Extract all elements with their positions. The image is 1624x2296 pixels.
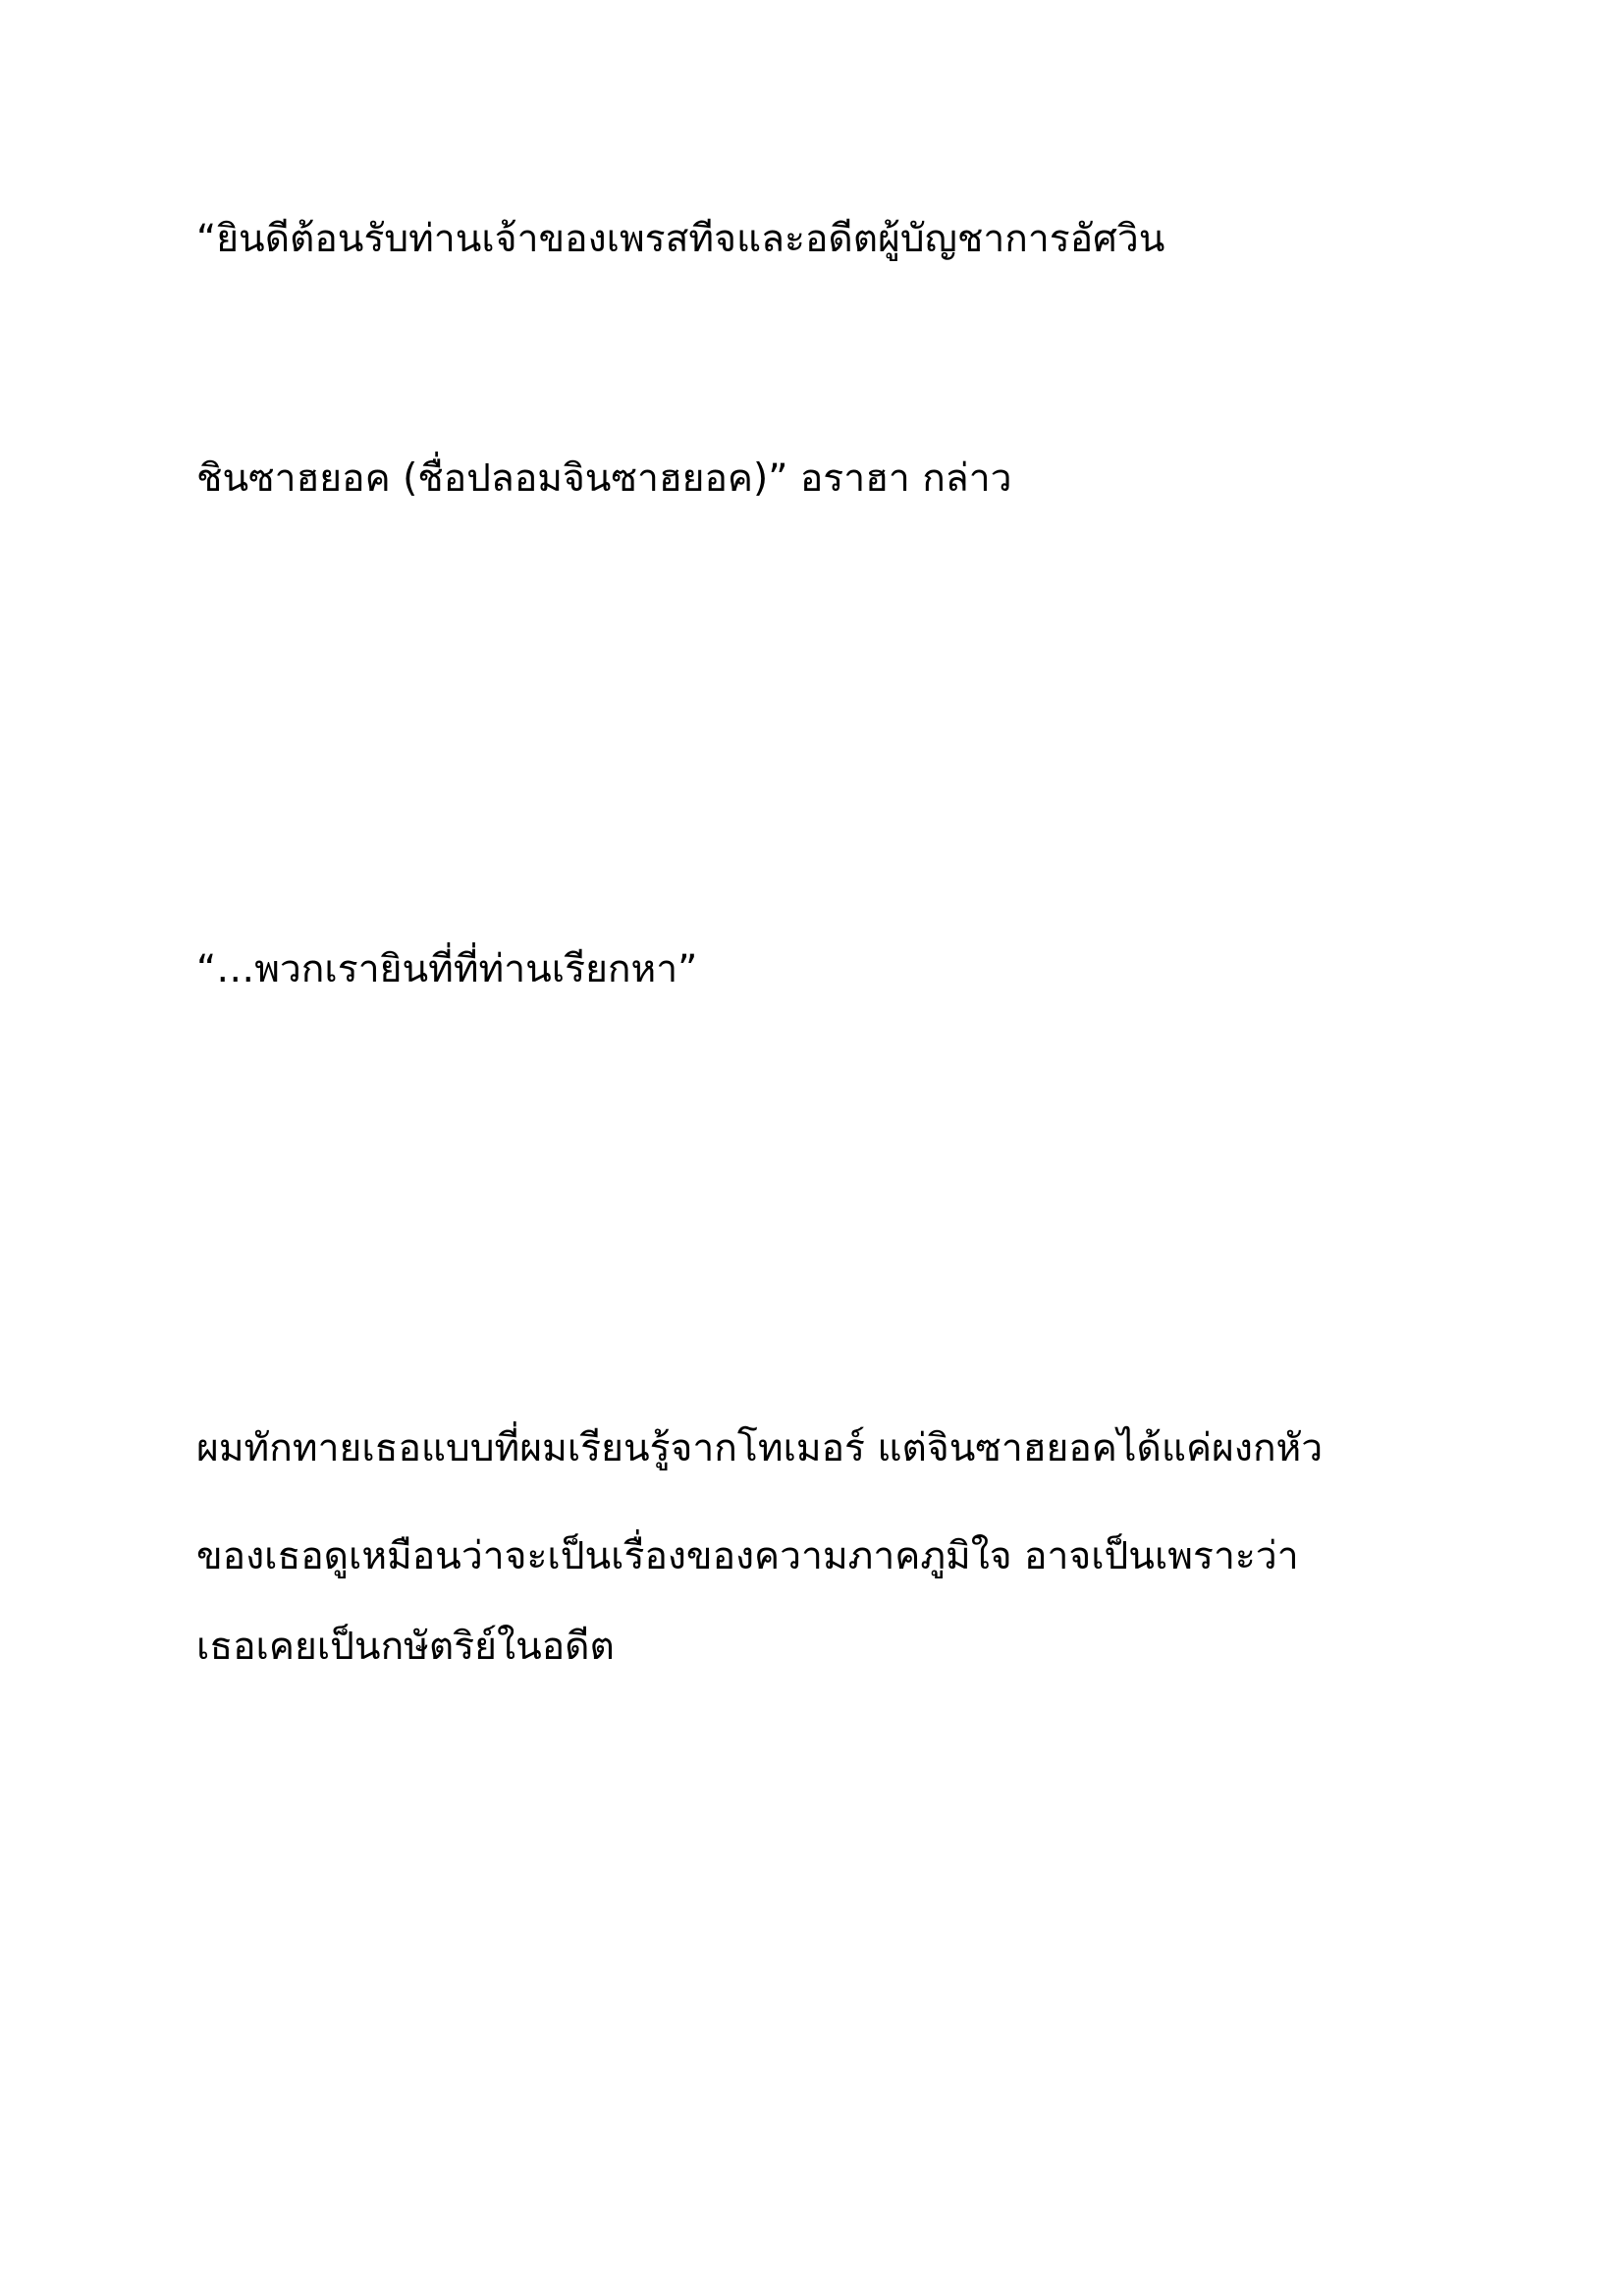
paragraph-3-line-1: “…พวกเรายินที่ที่ท่านเรียกหา”: [196, 947, 698, 991]
paragraph-1-line-1: “ยินดีต้อนรับท่านเจ้าของเพรสทีจและอดีตผู้บัญชาการอัศวิน: [196, 217, 1165, 261]
paragraph-4-line-1: ผมทักทายเธอแบบที่ผมเรียนรู้จากโทเมอร์ แต่จินซาฮยอคได้แค่ผงกหัว: [196, 1426, 1324, 1470]
paragraph-4-line-2: ของเธอดูเหมือนว่าจะเป็นเรื่องของความภาคภูมิใจ อาจเป็นเพราะว่า: [196, 1534, 1299, 1578]
paragraph-4-line-3: เธอเคยเป็นกษัตริย์ในอดีต: [196, 1625, 615, 1669]
paragraph-2-line-1: ชินซาฮยอค (ชื่อปลอมจินซาฮยอค)” อราฮา กล่าว: [196, 456, 1012, 501]
